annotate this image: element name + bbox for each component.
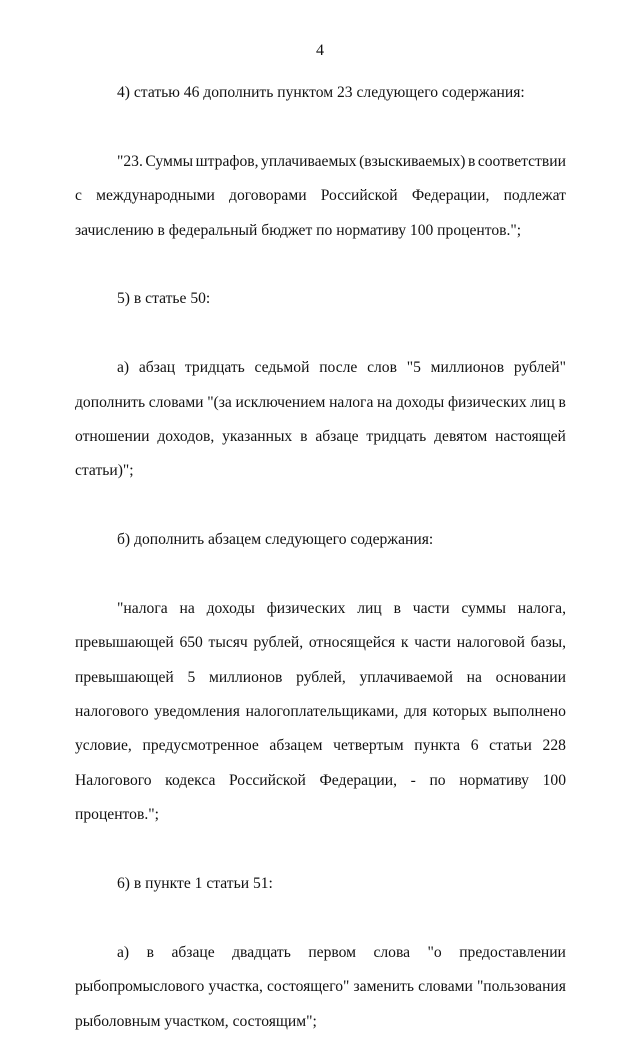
word: пункта	[414, 737, 461, 755]
word: налога	[329, 393, 374, 411]
word: тридцать	[366, 427, 427, 445]
page-number: 4	[316, 42, 324, 59]
word: 100	[542, 771, 566, 789]
word: отношении	[75, 427, 150, 445]
word: Российской	[229, 771, 306, 789]
word: а)	[117, 943, 130, 961]
quoted-text-line	[75, 764, 566, 798]
word: предоставлении	[459, 943, 566, 961]
word: заменить	[353, 978, 414, 996]
word: которых	[432, 703, 488, 721]
word: уплачиваемых	[261, 152, 357, 170]
word: относящейся	[308, 634, 396, 652]
subitem-a-line: рыболовным участком, состоящим";	[75, 1012, 317, 1030]
word: суммы	[461, 599, 506, 617]
word: лиц	[530, 393, 555, 411]
word: настоящей	[495, 427, 566, 445]
word: -	[410, 771, 416, 789]
word: в	[393, 599, 401, 617]
quoted-text-line: зачислению в федеральный бюджет по нормативу 100 процентов.";	[75, 221, 522, 239]
subitem-a-line	[75, 386, 566, 420]
word: тысяч	[208, 634, 248, 652]
word: по	[429, 771, 446, 789]
word: абзац	[138, 359, 176, 377]
word: к	[400, 634, 409, 652]
word: в	[558, 393, 566, 411]
word: четвертым	[333, 737, 404, 755]
word: рублей,	[253, 634, 304, 652]
word: налогового	[75, 703, 149, 721]
word: миллионов	[208, 668, 283, 686]
word: слов	[367, 359, 397, 377]
word: рублей,	[296, 668, 346, 686]
word: первом	[308, 943, 357, 961]
item-4-intro: 4) статью 46 дополнить пунктом 23 следующего содержания:	[117, 84, 525, 101]
word: миллионов	[430, 359, 505, 377]
item-5-intro: 5) в статье 50:	[117, 290, 211, 308]
subitem-b-intro: б) дополнить абзацем следующего содержания:	[117, 531, 434, 549]
word: 6	[470, 737, 479, 755]
word: нормативу	[459, 771, 529, 789]
word: на	[179, 599, 195, 617]
word: в	[300, 427, 308, 445]
word: "(за	[207, 393, 232, 411]
word: физических	[447, 393, 527, 411]
word: словами	[148, 393, 204, 411]
word: соответствии	[477, 152, 566, 170]
word: абзацем	[269, 737, 323, 755]
word: после	[319, 359, 358, 377]
quoted-text-line	[75, 729, 566, 763]
word: кодекса	[165, 771, 216, 789]
quoted-text-line	[75, 592, 566, 626]
word: с	[75, 187, 82, 205]
word: превышающей	[75, 634, 174, 652]
word: на	[377, 393, 393, 411]
word: налогоплательщиками,	[245, 703, 399, 721]
word: 228	[542, 737, 566, 755]
word: условие,	[75, 737, 132, 755]
word: налоговой	[456, 634, 525, 652]
word: лиц	[357, 599, 382, 617]
word: части	[414, 634, 452, 652]
word: абзаце	[171, 943, 215, 961]
word: словами	[418, 978, 473, 996]
word: предусмотренное	[142, 737, 259, 755]
word: международными	[96, 187, 215, 205]
word: уведомления	[154, 703, 240, 721]
word: "пользования	[476, 978, 566, 996]
word: абзаце	[315, 427, 359, 445]
subitem-a-line	[75, 936, 566, 970]
word: договорами	[229, 187, 307, 205]
word: состоящего"	[266, 978, 350, 996]
word: "23.	[117, 152, 143, 170]
word: доходы	[395, 393, 445, 411]
word: физических	[266, 599, 346, 617]
word: Федерации,	[319, 771, 398, 789]
word: исключением	[235, 393, 326, 411]
word: базы,	[530, 634, 566, 652]
word: рублей"	[513, 359, 566, 377]
word: Федерации,	[411, 187, 490, 205]
word: штрафов,	[195, 152, 259, 170]
quoted-text-line: процентов.";	[75, 806, 159, 824]
word: Налогового	[75, 771, 152, 789]
word: "налога	[117, 599, 168, 617]
word: рыбопромыслового	[75, 978, 205, 996]
word: подлежат	[503, 187, 566, 205]
word: для	[403, 703, 427, 721]
item-6-intro: 6) в пункте 1 статьи 51:	[117, 874, 273, 892]
word: седьмой	[254, 359, 310, 377]
document-body	[75, 76, 566, 1039]
word: а)	[117, 359, 130, 377]
quoted-text-line	[75, 661, 566, 695]
subitem-a-line	[75, 970, 566, 1004]
word: дополнить	[75, 393, 146, 411]
word: девятом	[434, 427, 488, 445]
word: указанных	[222, 427, 293, 445]
subitem-a-line: статьи)";	[75, 462, 134, 480]
word: части	[412, 599, 450, 617]
word: Суммы	[145, 152, 194, 170]
word: в	[467, 152, 476, 170]
quoted-text-line	[75, 695, 566, 729]
word: (взыскиваемых)	[359, 152, 466, 170]
word: участка,	[208, 978, 263, 996]
word: слова	[373, 943, 411, 961]
word: превышающей	[75, 668, 174, 686]
word: уплачиваемой	[359, 668, 453, 686]
word: доходов,	[157, 427, 215, 445]
quoted-text-line	[75, 145, 566, 179]
word: Российской	[320, 187, 398, 205]
word: основании	[495, 668, 566, 686]
word: выполнено	[492, 703, 566, 721]
subitem-a-line	[75, 351, 566, 385]
word: 650	[179, 634, 203, 652]
word: в	[146, 943, 154, 961]
word: 5	[187, 668, 196, 686]
subitem-a-line	[75, 420, 566, 454]
word: тридцать	[184, 359, 245, 377]
word: двадцать	[232, 943, 291, 961]
word: доходы	[206, 599, 255, 617]
word: налога,	[517, 599, 566, 617]
word: статьи	[489, 737, 532, 755]
word: "о	[427, 943, 442, 961]
quoted-text-line	[75, 179, 566, 213]
word: "5	[406, 359, 421, 377]
quoted-text-line	[75, 626, 566, 660]
word: на	[466, 668, 482, 686]
